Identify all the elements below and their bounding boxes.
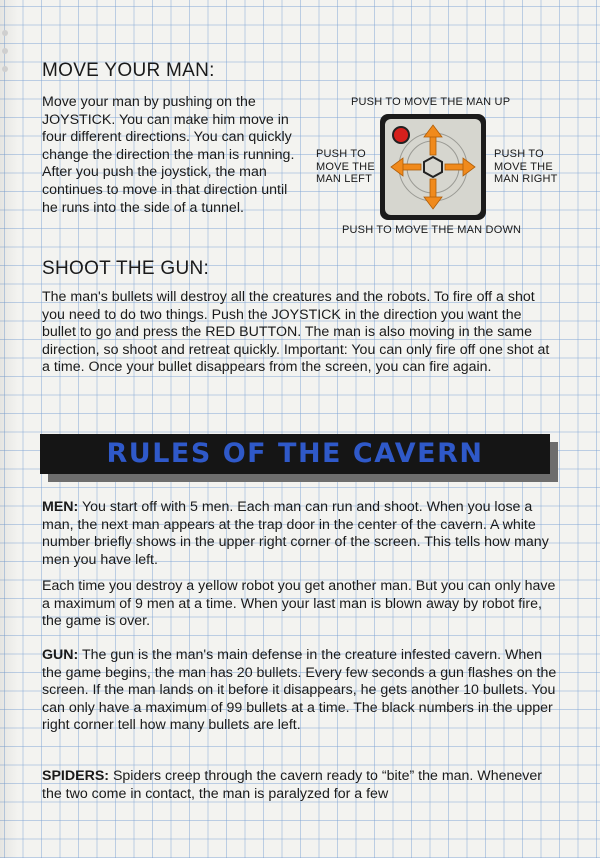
rules-banner	[40, 434, 550, 474]
label-right: PUSH TO MOVE THE MAN RIGHT	[494, 148, 558, 185]
move-body: Move your man by pushing on the JOYSTICK. You can make him move in four different directions. You can quickly change the direction the man is running. After you push the joystick, the man continues to move in that direction until he runs into the side of a tunnel.	[42, 94, 295, 216]
spiders-rule	[42, 768, 557, 803]
page-spine-shadow	[0, 0, 18, 858]
rules-banner-title: RULES OF THE CAVERN	[106, 438, 484, 469]
gun-body: The gun is the man's main defense in the creature infested cavern. When the game begins, the man has 20 bullets. Every few seconds a gun flashes on the screen. If the man lands on it before it disappears, he gets another 10 bullets. You can only have a maximum of 99 bullets at a time. The black numbers in the upper right corner tell how many bullets are left.	[42, 647, 557, 734]
label-left: PUSH TO MOVE THE MAN LEFT	[316, 148, 375, 185]
gun-rule	[42, 647, 557, 735]
shoot-heading: SHOOT THE GUN:	[42, 258, 210, 279]
men-rule-2: Each time you destroy a yellow robot you get another man. But you can only have a maximum of 9 men at a time. When your last man is blown away by robot fire, the game is over.	[42, 578, 556, 630]
joystick-face	[385, 119, 481, 215]
men-body: You start off with 5 men. Each man can run and shoot. When you lose a man, the next man appears at the trap door in the center of the cavern. A white number briefly shows in the upper right corner of the screen. This tells how many men you have left.	[42, 499, 549, 568]
label-up: PUSH TO MOVE THE MAN UP	[351, 96, 511, 108]
joystick-arrows-icon	[385, 119, 481, 215]
binding-holes	[2, 30, 12, 84]
label-down: PUSH TO MOVE THE MAN DOWN	[342, 224, 522, 236]
men-rule	[42, 499, 557, 569]
shoot-body: The man's bullets will destroy all the creatures and the robots. To fire off a shot you need to do two things. Push the JOYSTICK in the direction you want the bullet to go and press the RED BUTTON. The man is also moving in the same direction, so shoot and retreat quickly. Important: You can only fire off one shot at a time. Once your bullet disappears from the screen, you can fire again.	[42, 289, 550, 376]
joystick-diagram	[380, 114, 486, 220]
spiders-body: Spiders creep through the cavern ready to “bite” the man. Whenever the two come in contact, the man is paralyzed for a few	[42, 768, 542, 802]
gun-term: GUN:	[42, 647, 79, 663]
spiders-term: SPIDERS:	[42, 768, 110, 784]
red-button-icon	[393, 127, 409, 143]
men-term: MEN:	[42, 499, 79, 515]
move-heading: MOVE YOUR MAN:	[42, 60, 215, 81]
